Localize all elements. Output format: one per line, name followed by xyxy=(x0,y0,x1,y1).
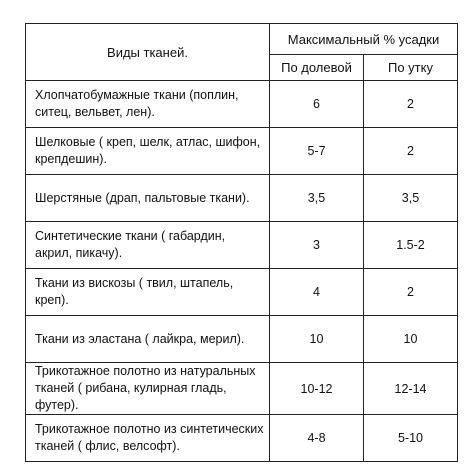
warp-value: 6 xyxy=(270,81,364,128)
warp-value: 10 xyxy=(270,316,364,363)
weft-value: 2 xyxy=(364,269,458,316)
header-max-shrinkage: Максимальный % усадки xyxy=(270,24,458,55)
warp-value: 3 xyxy=(270,222,364,269)
fabric-name: Шерстяные (драп, пальтовые ткани). xyxy=(26,175,270,222)
table-row xyxy=(26,269,458,316)
fabric-name: Шелковые ( креп, шелк, атлас, шифон, крепдешин). xyxy=(26,128,270,175)
weft-value: 10 xyxy=(364,316,458,363)
table-row xyxy=(26,222,458,269)
table-row xyxy=(26,175,458,222)
warp-value: 3,5 xyxy=(270,175,364,222)
table-row xyxy=(26,415,458,462)
fabric-name: Трикотажное полотно из синтетических тканей ( флис, велсофт). xyxy=(26,415,270,462)
fabric-name: Трикотажное полотно из натуральных тканей ( рибана, кулирная гладь, футер). xyxy=(26,363,270,415)
header-weft: По утку xyxy=(364,55,458,81)
weft-value: 3,5 xyxy=(364,175,458,222)
header-fabric-types: Виды тканей. xyxy=(26,24,270,81)
fabric-name: Синтетические ткани ( габардин, акрил, пикачу). xyxy=(26,222,270,269)
header-warp: По долевой xyxy=(270,55,364,81)
weft-value: 5-10 xyxy=(364,415,458,462)
table-row xyxy=(26,316,458,363)
table-row xyxy=(26,363,458,415)
weft-value: 12-14 xyxy=(364,363,458,415)
weft-value: 1.5-2 xyxy=(364,222,458,269)
fabric-name: Ткани из эластана ( лайкра, мерил). xyxy=(26,316,270,363)
warp-value: 4 xyxy=(270,269,364,316)
warp-value: 5-7 xyxy=(270,128,364,175)
shrinkage-table xyxy=(25,23,458,462)
fabric-name: Ткани из вискозы ( твил, штапель, креп). xyxy=(26,269,270,316)
fabric-name: Хлопчатобумажные ткани (поплин, ситец, вельвет, лен). xyxy=(26,81,270,128)
table-row xyxy=(26,81,458,128)
weft-value: 2 xyxy=(364,81,458,128)
warp-value: 4-8 xyxy=(270,415,364,462)
table-row xyxy=(26,128,458,175)
weft-value: 2 xyxy=(364,128,458,175)
warp-value: 10-12 xyxy=(270,363,364,415)
